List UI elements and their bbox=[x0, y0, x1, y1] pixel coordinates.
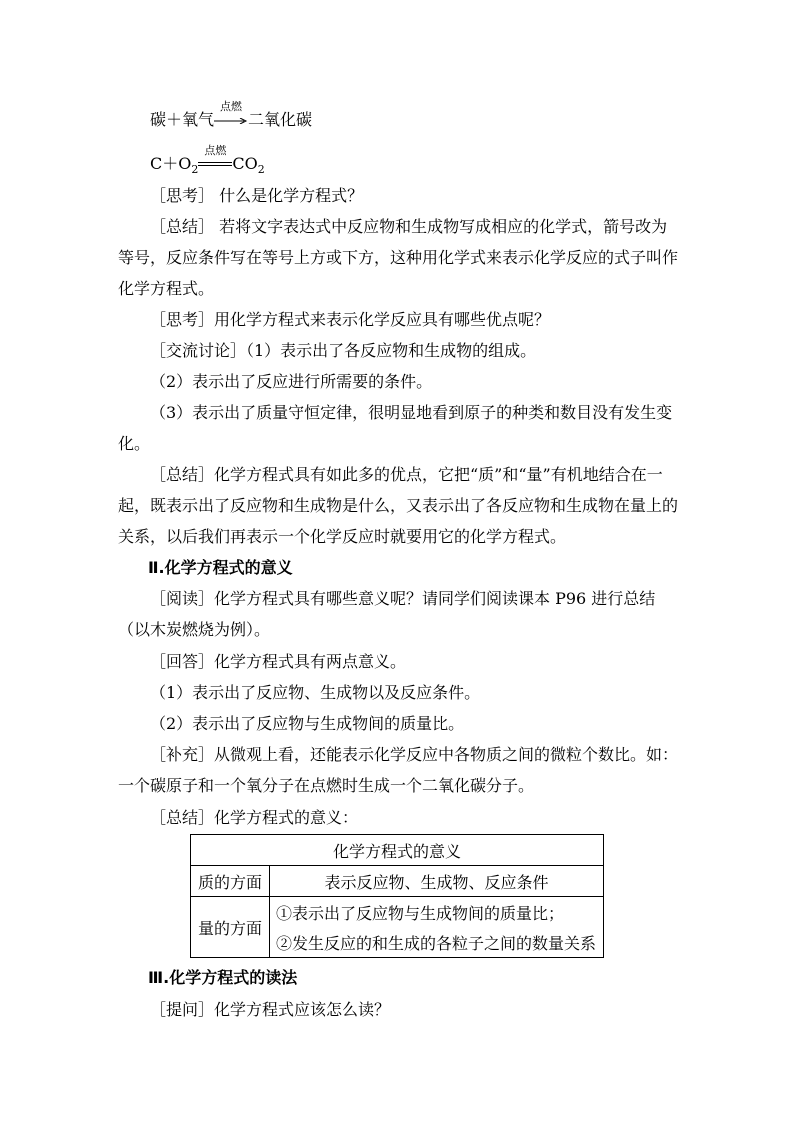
chem-condition: 点燃 bbox=[204, 144, 227, 157]
paragraph-think-2: ［思考］用化学方程式来表示化学反应具有哪些优点呢？ bbox=[150, 310, 551, 329]
table-label-quantity: 量的方面 bbox=[191, 897, 270, 958]
table-cell-quantity-2: ②发生反应的和生成的各粒子之间的数量关系 bbox=[270, 927, 604, 958]
meaning-table bbox=[190, 834, 604, 958]
table-label-quality: 质的方面 bbox=[191, 866, 270, 897]
table-row bbox=[191, 835, 604, 866]
paragraph-summary-2: ［总结］化学方程式具有如此多的优点，它把“质”和“量”有机地结合在一起，既表示出了反应物和生成物是什么，又表示出了各反应物和生成物在量上的关系，以后我们再表示一个化学反应时就要用它的化学方程式。 bbox=[118, 465, 679, 546]
subscript-co2: 2 bbox=[257, 163, 265, 176]
chem-equation-right: CO bbox=[232, 154, 258, 173]
double-line-icon bbox=[198, 161, 232, 167]
section-heading-2: Ⅱ.化学方程式的意义 bbox=[148, 558, 293, 577]
paragraph-summary-1: ［总结］ 若将文字表达式中反应物和生成物写成相应的化学式，箭号改为等号，反应条件写在等号上方或下方，这种用化学式来表示化学反应的式子叫作化学方程式。 bbox=[118, 217, 679, 298]
paragraph-question: ［提问］化学方程式应该怎么读？ bbox=[150, 1000, 391, 1019]
equals-sign bbox=[198, 144, 232, 174]
paragraph-meaning-1: （1）表示出了反应物、生成物以及反应条件。 bbox=[150, 683, 481, 702]
subscript-o2: 2 bbox=[191, 163, 199, 176]
paragraph-summary-3: ［总结］化学方程式的意义： bbox=[150, 808, 359, 827]
word-equation-left: 碳＋氧气 bbox=[150, 110, 215, 129]
reaction-condition: 点燃 bbox=[220, 100, 243, 113]
paragraph-supplement: ［补充］从微观上看，还能表示化学反应中各物质之间的微粒个数比。如：一个碳原子和一个氧分子在点燃时生成一个二氧化碳分子。 bbox=[118, 745, 679, 795]
table-title: 化学方程式的意义 bbox=[191, 835, 604, 866]
word-equation-right: 二氧化碳 bbox=[248, 110, 313, 129]
section-heading-3: Ⅲ.化学方程式的读法 bbox=[148, 968, 298, 987]
paragraph-discussion-1: ［交流讨论］（1）表示出了各反应物和生成物的组成。 bbox=[150, 341, 537, 360]
paragraph-answer: ［回答］化学方程式具有两点意义。 bbox=[150, 652, 407, 671]
chem-equation-left: C＋O bbox=[150, 154, 192, 173]
table-row bbox=[191, 897, 604, 928]
table-cell-quality: 表示反应物、生成物、反应条件 bbox=[270, 866, 604, 897]
paragraph-meaning-2: （2）表示出了反应物与生成物间的质量比。 bbox=[150, 714, 465, 733]
paragraph-think-1: ［思考］ 什么是化学方程式？ bbox=[150, 186, 364, 205]
table-row bbox=[191, 866, 604, 897]
table-cell-quantity-1: ①表示出了反应物与生成物间的质量比； bbox=[270, 897, 604, 928]
reaction-arrow bbox=[214, 100, 248, 130]
paragraph-discussion-2: （2）表示出了反应进行所需要的条件。 bbox=[150, 372, 433, 391]
paragraph-discussion-3: （3）表示出了质量守恒定律，很明显地看到原子的种类和数目没有发生变化。 bbox=[118, 403, 673, 453]
paragraph-reading: ［阅读］化学方程式具有哪些意义呢？请同学们阅读课本 P96 进行总结（以木炭燃烧为例）。 bbox=[118, 589, 656, 639]
chemical-equation bbox=[150, 144, 265, 180]
right-arrow-icon bbox=[214, 118, 248, 124]
word-equation bbox=[150, 100, 313, 130]
